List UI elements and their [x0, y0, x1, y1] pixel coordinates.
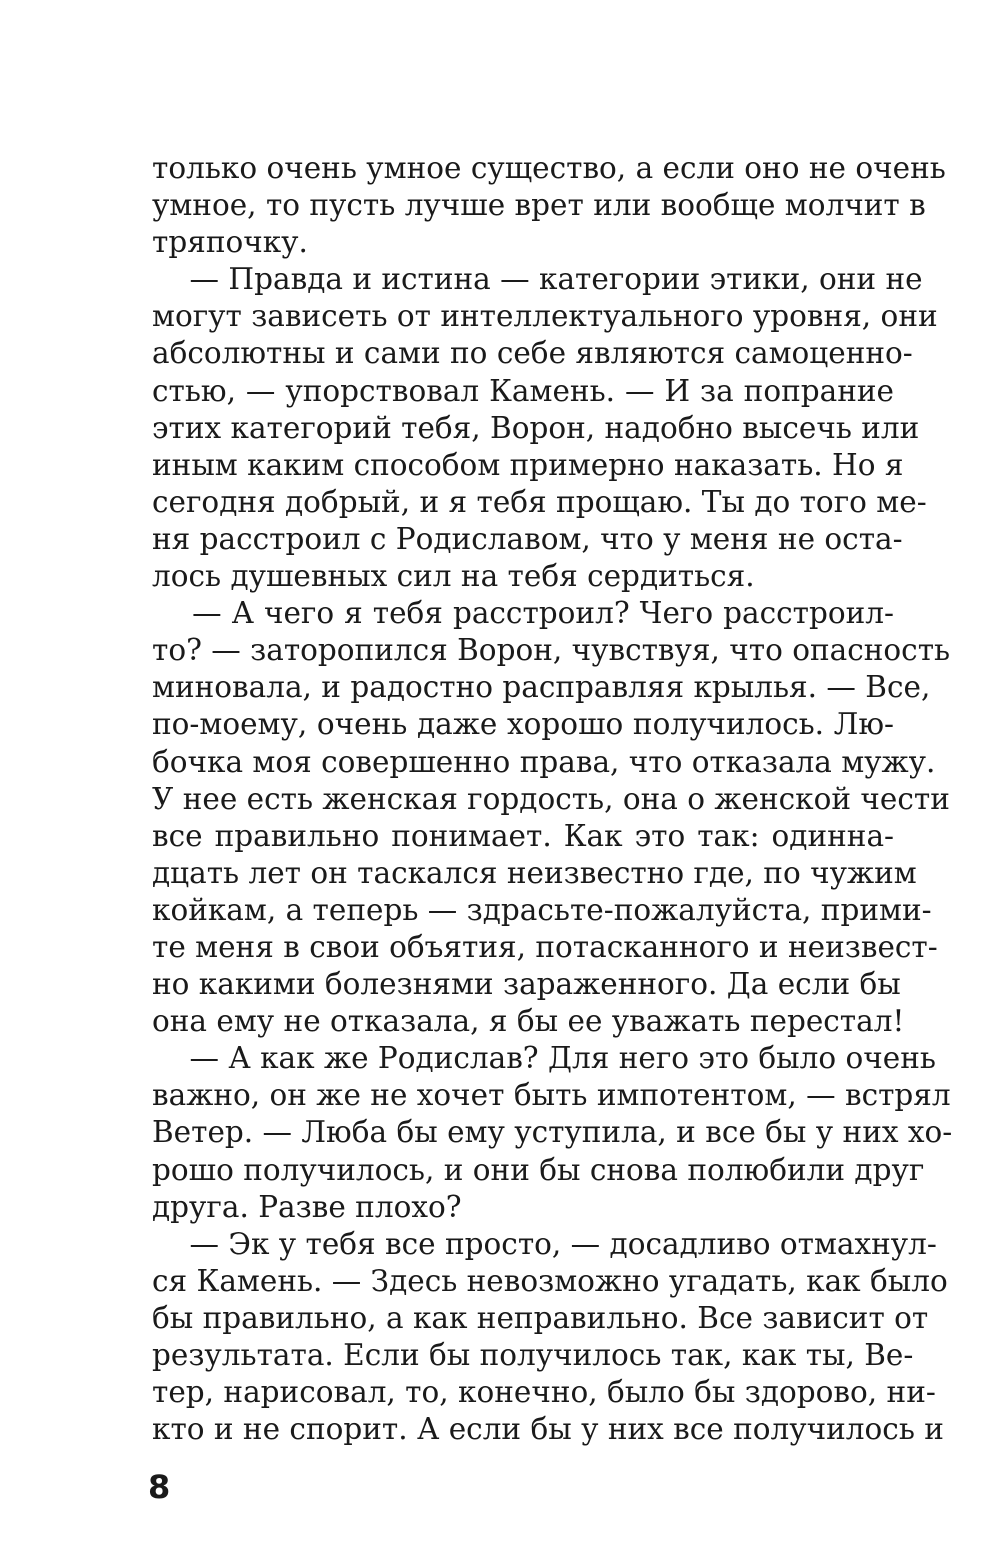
text-line: — Эк у тебя все просто, — досадливо отмахнул-: [152, 1226, 937, 1261]
text-line: абсолютны и сами по себе являются самоценно-: [152, 336, 913, 371]
text-line: сегодня добрый, и я тебя прощаю. Ты до того ме-: [152, 484, 927, 519]
text-line: ся Камень. — Здесь невозможно угадать, как было: [152, 1263, 948, 1298]
text-line: — А как же Родислав? Для него это было очень: [152, 1041, 936, 1076]
text-line: тряпочку.: [152, 225, 308, 260]
text-line: умное, то пусть лучше врет или вообще молчит в: [152, 188, 926, 223]
text-line: по-моему, очень даже хорошо получилось. Лю-: [152, 707, 894, 742]
page-number: 8: [148, 1468, 171, 1506]
text-line: могут зависеть от интеллектуального уровня, они: [152, 299, 938, 334]
text-line: рошо получилось, и они бы снова полюбили друг: [152, 1152, 925, 1187]
text-line: Ветер. — Люба бы ему уступила, и все бы у них хо-: [152, 1115, 953, 1150]
text-line: то? — заторопился Ворон, чувствуя, что опасность: [152, 633, 951, 668]
text-line: иным каким способом примерно наказать. Но я: [152, 447, 904, 482]
text-line: кто и не спорит. А если бы у них все получилось и: [152, 1412, 944, 1447]
text-line: У нее есть женская гордость, она о женской чести: [152, 781, 950, 816]
text-line: стью, — упорствовал Камень. — И за попрание: [152, 373, 894, 408]
body-text: [152, 150, 953, 1448]
text-line: дцать лет он таскался неизвестно где, по чужим: [152, 855, 917, 890]
text-line: важно, он же не хочет быть импотентом, — встрял: [152, 1078, 951, 1113]
text-line: миновала, и радостно расправляя крылья. — Все,: [152, 670, 931, 705]
text-line: тер, нарисовал, то, конечно, было бы здорово, ни-: [152, 1375, 936, 1410]
text-line: результата. Если бы получилось так, как ты, Ве-: [152, 1338, 914, 1372]
text-line: койкам, а теперь — здрасьте-пожалуйста, прими-: [152, 892, 932, 927]
text-line: лось душевных сил на тебя сердиться.: [152, 559, 755, 594]
text-line: бочка моя совершенно права, что отказала мужу.: [152, 744, 936, 779]
text-line: — А чего я тебя расстроил? Чего расстроил-: [152, 596, 894, 631]
text-line: все правильно понимает. Как это так: одинна-: [152, 818, 894, 853]
text-line: она ему не отказала, я бы ее уважать перестал!: [152, 1004, 905, 1039]
text-line: но какими болезнями зараженного. Да если бы: [152, 967, 901, 1002]
text-line: ня расстроил с Родиславом, что у меня не оста-: [152, 521, 903, 556]
text-line: бы правильно, а как неправильно. Все зависит от: [152, 1300, 929, 1335]
text-line: — Правда и истина — категории этики, они не: [152, 262, 923, 297]
text-line: этих категорий тебя, Ворон, надобно высечь или: [152, 410, 920, 445]
text-line: друга. Разве плохо?: [152, 1189, 462, 1224]
text-line: только очень умное существо, а если оно не очень: [152, 151, 946, 185]
text-line: те меня в свои объятия, потасканного и неизвест-: [152, 929, 938, 964]
